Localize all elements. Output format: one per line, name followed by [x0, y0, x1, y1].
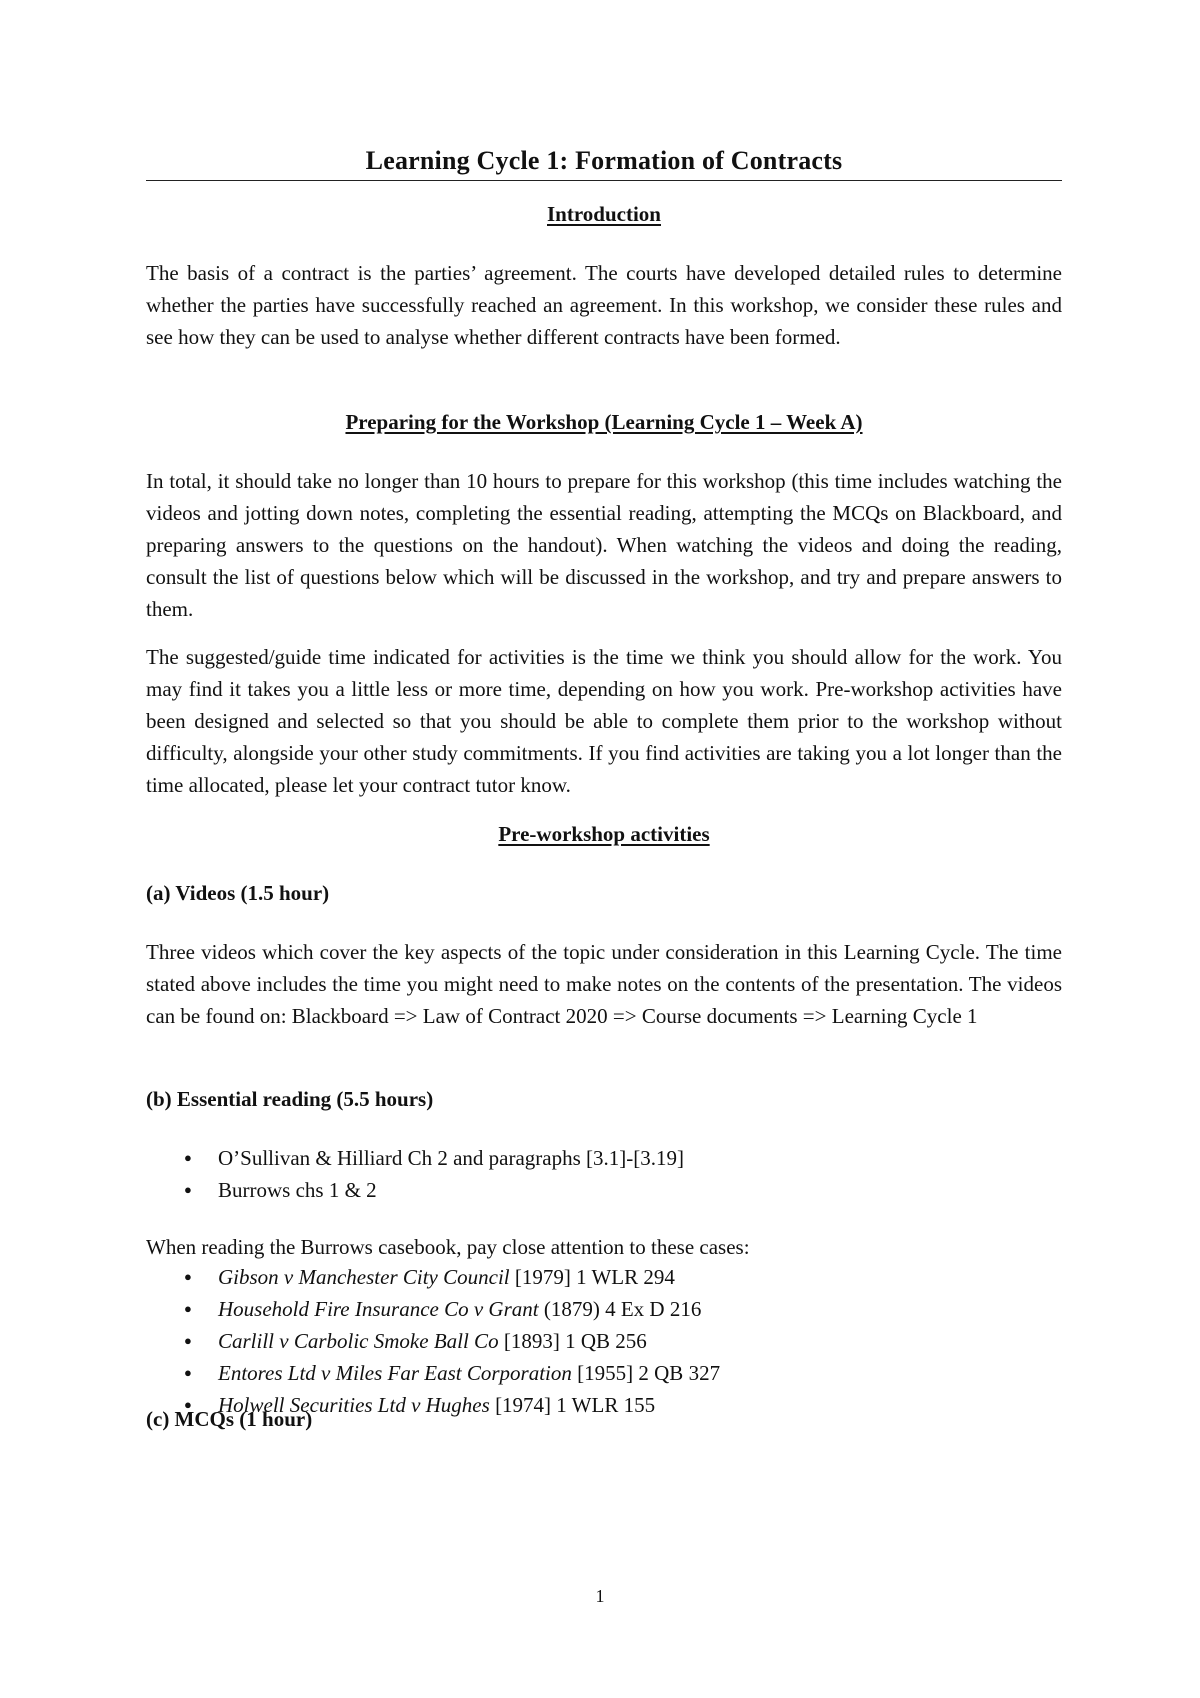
mcq-heading: (c) MCQs (1 hour) [146, 1407, 313, 1431]
prep-paragraph-2: The suggested/guide time indicated for activities is the time we think you should allow for the work. You may find it takes you a little less or more time, depending on how you work. Pre-workshop activities have been designed and selected so that you should be able to complete them prior to the workshop without difficulty, alongside your other study commitments. If you find activities are taking you a lot longer than the time allocated, please let your contract tutor know. [146, 645, 1062, 797]
case-name: Household Fire Insurance Co v Grant [218, 1297, 539, 1321]
videos-heading: (a) Videos (1.5 hour) [146, 881, 330, 905]
case-citation: [1974] 1 WLR 155 [489, 1393, 656, 1417]
case-name: Gibson v Manchester City Council [218, 1265, 510, 1289]
cases-list [146, 1261, 720, 1421]
title-divider [146, 180, 1062, 181]
case-name: Entores Ltd v Miles Far East Corporation [218, 1361, 572, 1385]
case-item [146, 1357, 720, 1389]
reading-heading: (b) Essential reading (5.5 hours) [146, 1087, 434, 1111]
prep-heading: Preparing for the Workshop (Learning Cycle 1 – Week A) [345, 410, 863, 434]
reading-item: ● O’Sullivan & Hilliard Ch 2 and paragraphs [3.1]-[3.19] [146, 1142, 684, 1174]
case-citation: (1879) 4 Ex D 216 [538, 1297, 702, 1321]
intro-paragraph: The basis of a contract is the parties’ agreement. The courts have developed detailed rules to determine whether the parties have successfully reached an agreement. In this workshop, we consider these rules and see how they can be used to analyse whether different contracts have been formed. [146, 261, 1062, 349]
page-number: 1 [595, 1586, 605, 1606]
case-item [146, 1293, 720, 1325]
case-item [146, 1325, 720, 1357]
case-citation: [1893] 1 QB 256 [498, 1329, 647, 1353]
prep-paragraph-1: In total, it should take no longer than 10 hours to prepare for this workshop (this time includes watching the videos and jotting down notes, completing the essential reading, attempting the MCQs on Blackboard, and preparing answers to the questions on the handout). When watching the videos and doing the reading, consult the list of questions below which will be discussed in the workshop, and try and prepare answers to them. [146, 469, 1062, 621]
case-citation: [1979] 1 WLR 294 [509, 1265, 675, 1289]
cases-intro: When reading the Burrows casebook, pay close attention to these cases: [146, 1235, 750, 1259]
document-title: Learning Cycle 1: Formation of Contracts [365, 146, 843, 175]
case-item [146, 1261, 720, 1293]
intro-heading: Introduction [547, 202, 661, 226]
case-name: Carlill v Carbolic Smoke Ball Co [218, 1329, 499, 1353]
activities-heading: Pre-workshop activities [498, 822, 710, 846]
videos-paragraph: Three videos which cover the key aspects of the topic under consideration in this Learning Cycle. The time stated above includes the time you might need to make notes on the contents of the presentation. The videos can be found on: Blackboard => Law of Contract 2020 => Course documents => Learning Cycle 1 [146, 940, 1062, 1028]
case-citation: [1955] 2 QB 327 [571, 1361, 721, 1385]
reading-list [146, 1142, 684, 1206]
case-name: Holwell Securities Ltd v Hughes [218, 1393, 490, 1417]
reading-item: ● Burrows chs 1 & 2 [146, 1174, 684, 1206]
